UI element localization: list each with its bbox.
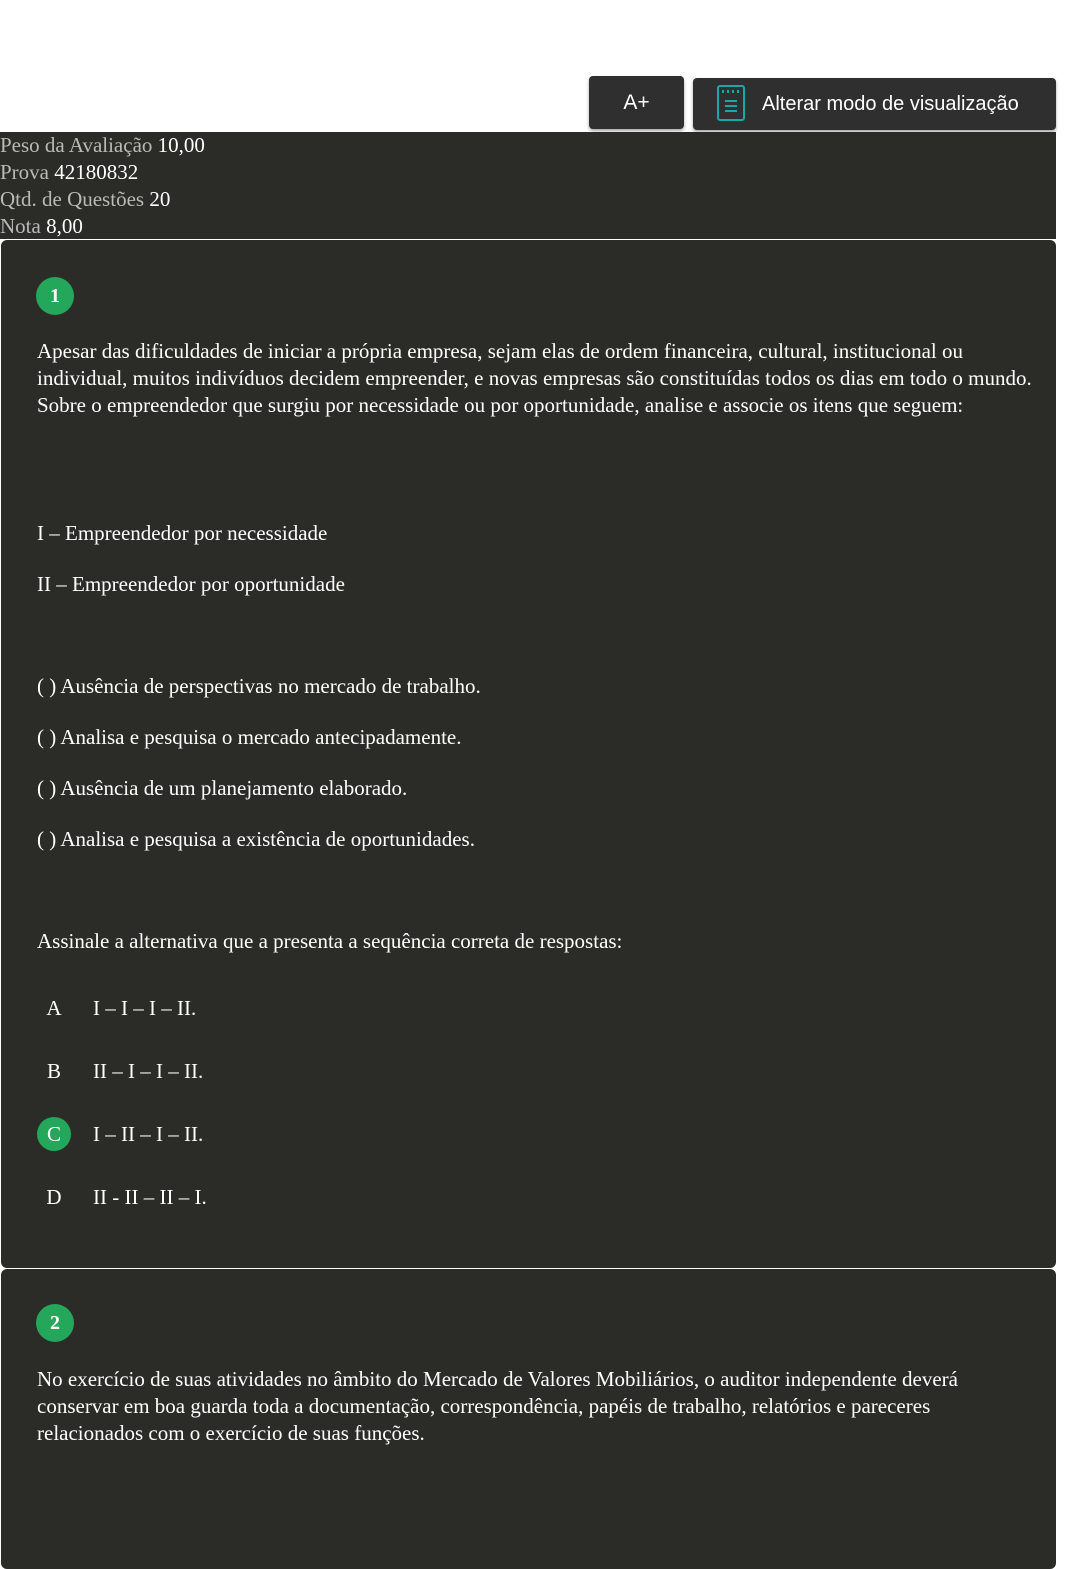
question-number-badge: 1: [36, 277, 74, 315]
top-toolbar: [0, 0, 1067, 132]
grade-label: Nota: [0, 214, 41, 238]
association-item: I – Empreendedor por necessidade: [37, 521, 328, 545]
increase-font-button[interactable]: A+: [589, 76, 684, 129]
questions-count-row: [0, 186, 1056, 213]
option-letter: A: [46, 995, 62, 1020]
answer-option-b[interactable]: [37, 1054, 437, 1090]
association-statement: ( ) Ausência de um planejamento elaborado.: [37, 776, 408, 800]
exam-value: 42180832: [54, 160, 139, 184]
option-letter: D: [46, 1184, 62, 1209]
question-card-1: [1, 240, 1056, 1268]
question-statement: Apesar das dificuldades de iniciar a própria empresa, sejam elas de ordem financeira, cultural, institucional ou individual, muitos indivíduos decidem empreender, e novas empresas são constituídas todos os dias em todo o mundo. Sobre o empreendedor que surgiu por necessidade ou por oportunidade, analise e associe os itens que seguem:: [37, 339, 1032, 417]
option-letter-selected: C: [37, 1117, 71, 1151]
weight-value: 10,00: [157, 133, 205, 157]
grade-row: [0, 213, 1056, 240]
option-text: II - II – II – I.: [93, 1185, 207, 1209]
association-item: II – Empreendedor por oportunidade: [37, 572, 345, 596]
question-card-2: [1, 1269, 1056, 1569]
answer-option-d[interactable]: [37, 1180, 437, 1216]
exam-row: [0, 159, 1056, 186]
association-statement: ( ) Analisa e pesquisa o mercado antecipadamente.: [37, 725, 462, 749]
question-prompt: Assinale a alternativa que a presenta a sequência correta de respostas:: [37, 929, 623, 953]
change-view-mode-label: Alterar modo de visualização: [762, 93, 1019, 115]
document-view-icon: [717, 85, 745, 121]
association-statement: ( ) Ausência de perspectivas no mercado de trabalho.: [37, 674, 481, 698]
weight-label: Peso da Avaliação: [0, 133, 153, 157]
option-text: II – I – I – II.: [93, 1059, 204, 1083]
exam-label: Prova: [0, 160, 49, 184]
option-text: I – II – I – II.: [93, 1122, 204, 1146]
weight-row: [0, 132, 1056, 159]
option-letter: B: [46, 1058, 61, 1083]
questions-count-label: Qtd. de Questões: [0, 187, 145, 211]
answer-option-a[interactable]: [37, 991, 437, 1027]
question-statement: No exercício de suas atividades no âmbito do Mercado de Valores Mobiliários, o auditor independente deverá conservar em boa guarda toda a documentação, correspondência, papéis de trabalho, relatórios e pareceres relacionados com o exercício de suas funções.: [37, 1367, 958, 1445]
option-text: I – I – I – II.: [93, 996, 197, 1020]
questions-count-value: 20: [149, 187, 171, 211]
association-statement: ( ) Analisa e pesquisa a existência de oportunidades.: [37, 827, 475, 851]
grade-value: 8,00: [46, 214, 83, 238]
question-number-badge: 2: [36, 1304, 74, 1342]
exam-summary: [0, 132, 1056, 239]
answer-option-c[interactable]: [37, 1117, 437, 1153]
change-view-mode-button[interactable]: [693, 78, 1056, 130]
